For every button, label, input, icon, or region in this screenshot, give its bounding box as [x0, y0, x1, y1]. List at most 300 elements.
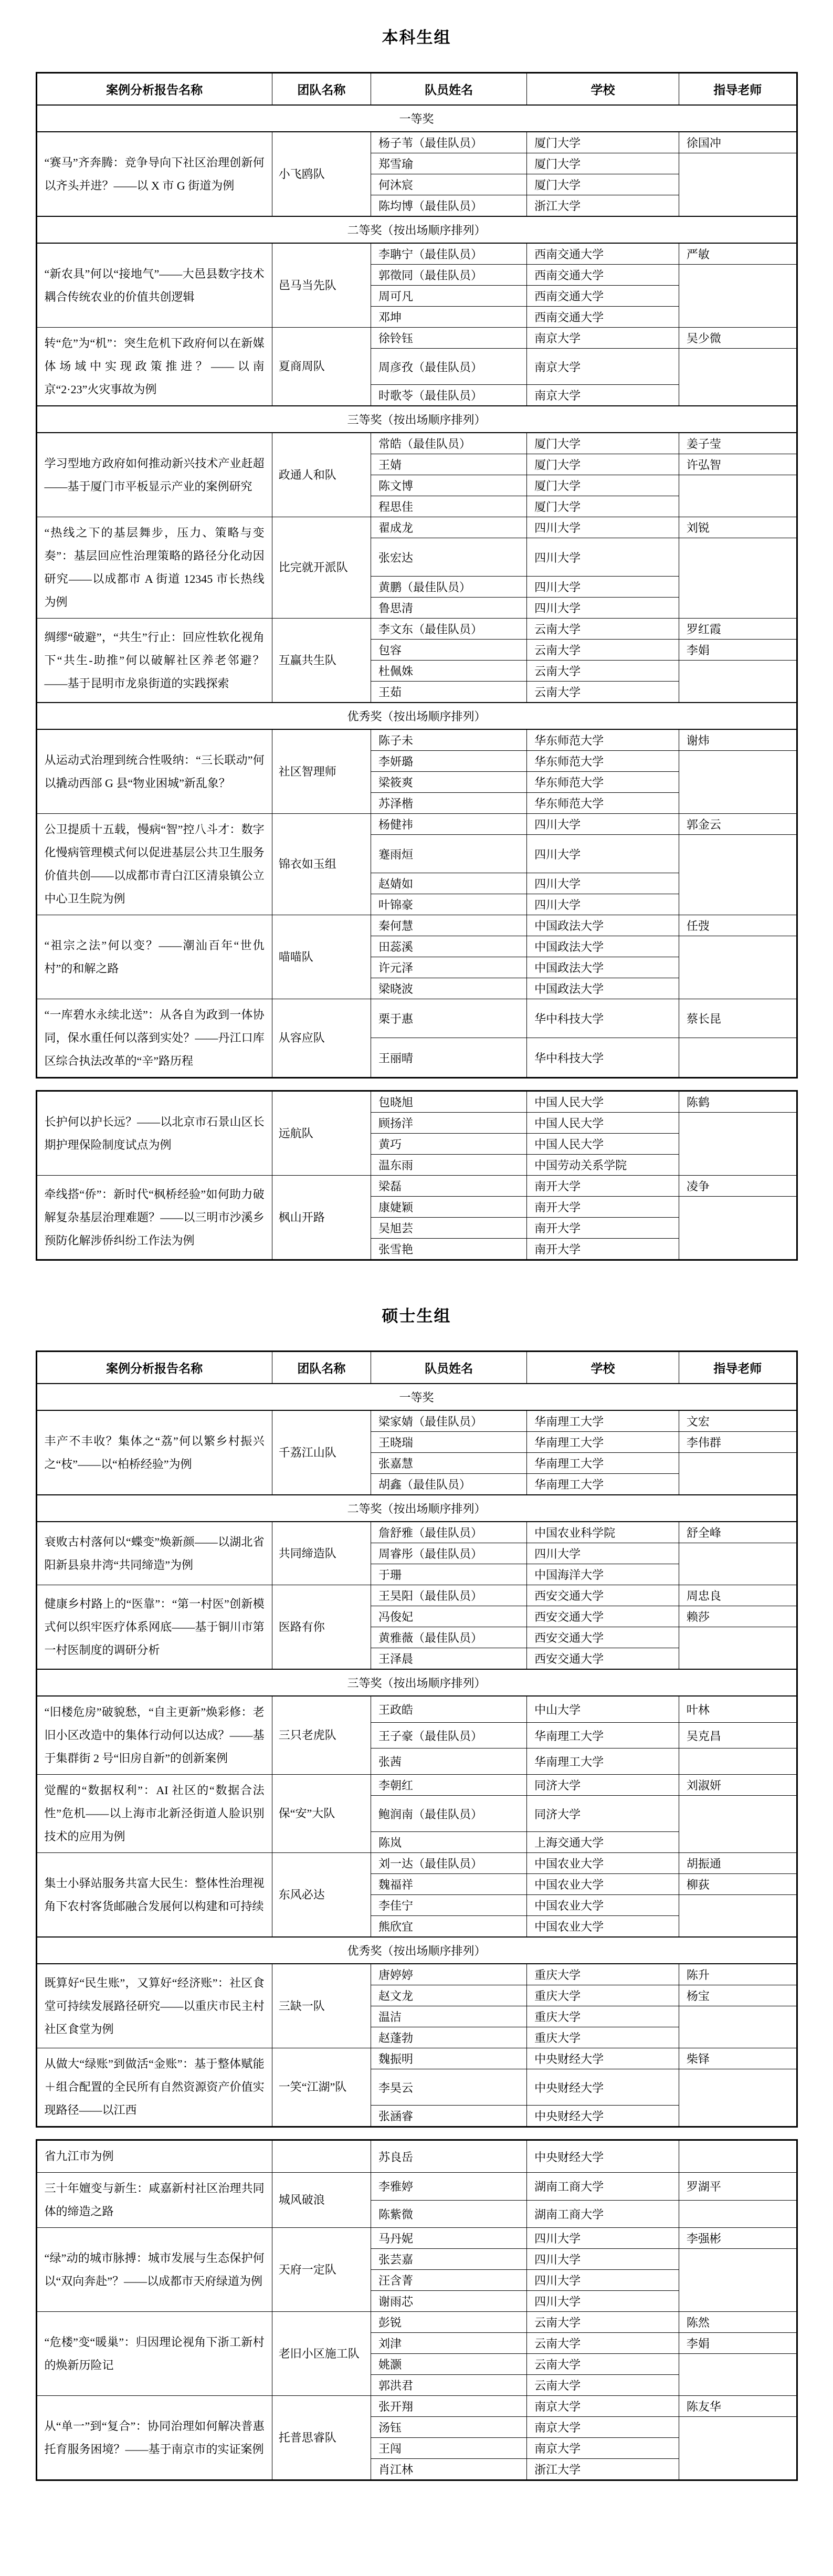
school-cell: 浙江大学	[527, 2459, 679, 2480]
member-name-cell: 刘津	[371, 2333, 527, 2354]
member-name-cell: 邓坤	[371, 307, 527, 328]
school-cell: 云南大学	[527, 2333, 679, 2354]
school-cell: 四川大学	[527, 598, 679, 619]
school-cell: 中央财经大学	[527, 2069, 679, 2106]
report-title-cell: “祖宗之法”何以变？——潮汕百年“世仇村”的和解之路	[36, 915, 272, 999]
column-header: 指导老师	[679, 73, 797, 106]
advisor-empty-cell	[679, 1796, 797, 1853]
school-cell: 西安交通大学	[527, 1606, 679, 1627]
member-name-cell: 于珊	[371, 1564, 527, 1585]
advisor-empty-cell	[679, 538, 797, 619]
member-name-cell: 黄巧	[371, 1134, 527, 1155]
school-cell: 中山大学	[527, 1696, 679, 1722]
school-cell: 云南大学	[527, 640, 679, 661]
team-name-cell: 社区智理师	[272, 729, 371, 814]
column-header: 团队名称	[272, 73, 371, 106]
section-banner: 一等奖	[36, 1384, 797, 1410]
advisor-empty-cell	[679, 475, 797, 517]
column-header: 团队名称	[272, 1352, 371, 1384]
team-member-row	[36, 1176, 797, 1197]
team-name-cell: 保“安”大队	[272, 1775, 371, 1853]
member-name-cell: 陈子未	[371, 729, 527, 751]
advisor-empty-cell	[679, 2006, 797, 2048]
member-name-cell: 王晓瑞	[371, 1432, 527, 1453]
team-member-row	[36, 1964, 797, 1985]
school-cell: 华南理工大学	[527, 1474, 679, 1495]
report-title-cell: “旧楼危房”破貌愁，“自主更新”焕彩修：老旧小区改造中的集体行动何以达成？——基于集群街 2 号“旧房自新”的创新案例	[36, 1696, 272, 1775]
team-member-row	[36, 2140, 797, 2173]
column-header: 学校	[527, 73, 679, 106]
column-header-row	[36, 73, 797, 106]
member-name-cell: 冯俊妃	[371, 1606, 527, 1627]
advisor-cell: 李娟	[679, 640, 797, 661]
member-name-cell: 张涵睿	[371, 2106, 527, 2127]
report-title-cell: “热线之下的基层舞步，压力、策略与变奏”：基层回应性治理策略的路径分化动因研究——以成都市 A 街道 12345 市长热线为例	[36, 517, 272, 619]
team-member-row	[36, 132, 797, 153]
report-title-cell: 衰败古村落何以“蝶变”焕新颜——以湖北省阳新县泉井湾“共同缔造”为例	[36, 1522, 272, 1585]
report-title-cell: 绸缪“破避”，“共生”行止：回应性软化视角下“共生-助推”何以破解社区养老邻避？——基于昆明市龙泉街道的实践探索	[36, 619, 272, 703]
school-cell: 华东师范大学	[527, 772, 679, 793]
school-cell: 云南大学	[527, 661, 679, 682]
member-name-cell: 李聃宁（最佳队员）	[371, 243, 527, 265]
report-title-cell: 丰产不丰收？集体之“荔”何以繁乡村振兴之“枝”——以“柏桥经验”为例	[36, 1410, 272, 1495]
group-masters	[0, 1303, 833, 2481]
member-name-cell: 肖江林	[371, 2459, 527, 2480]
group-undergraduate	[0, 24, 833, 1261]
team-name-cell: 天府一定队	[272, 2228, 371, 2312]
member-name-cell: 詹舒雅（最佳队员）	[371, 1522, 527, 1543]
school-cell: 中国农业大学	[527, 1895, 679, 1916]
school-cell: 四川大学	[527, 873, 679, 894]
section-banner-row	[36, 703, 797, 729]
member-name-cell: 刘一达（最佳队员）	[371, 1853, 527, 1874]
team-name-cell: 城风破浪	[272, 2173, 371, 2228]
advisor-cell: 谢炜	[679, 729, 797, 751]
school-cell: 中国人民大学	[527, 1134, 679, 1155]
group-title-undergraduate: 本科生组	[382, 28, 451, 47]
report-title-cell: 从运动式治理到统合性吸纳：“三长联动”何以撬动西部 G 县“物业困城”新乱象？	[36, 729, 272, 814]
team-name-cell: 远航队	[272, 1091, 371, 1176]
member-name-cell: 鲁思清	[371, 598, 527, 619]
team-name-cell: 三只老虎队	[272, 1696, 371, 1775]
school-cell: 厦门大学	[527, 454, 679, 475]
school-cell: 中国政法大学	[527, 978, 679, 999]
member-name-cell: 郭徵同（最佳队员）	[371, 265, 527, 286]
team-name-cell: 一笑“江湖”队	[272, 2048, 371, 2127]
member-name-cell: 张芸嘉	[371, 2249, 527, 2270]
member-name-cell: 张雪艳	[371, 1239, 527, 1260]
team-member-row	[36, 729, 797, 751]
report-title-cell: 集士小驿站服务共富大民生：整体性治理视角下农村客货邮融合发展何以构建和可持续	[36, 1853, 272, 1938]
report-title-cell: 觉醒的“数据权利”：AI 社区的“数据合法性”危机——以上海市北新泾街道人脸识别技术的应用为例	[36, 1775, 272, 1853]
member-name-cell: 吴旭芸	[371, 1218, 527, 1239]
team-name-cell: 锦衣如玉组	[272, 814, 371, 915]
member-name-cell: 王丽晴	[371, 1038, 527, 1078]
school-cell: 中国农业大学	[527, 1874, 679, 1895]
school-cell: 中央财经大学	[527, 2048, 679, 2069]
member-name-cell: 周可凡	[371, 286, 527, 307]
school-cell: 云南大学	[527, 2375, 679, 2396]
member-name-cell: 程思佳	[371, 496, 527, 517]
member-name-cell: 梁家婧（最佳队员）	[371, 1410, 527, 1432]
advisor-cell: 刘淑妍	[679, 1775, 797, 1796]
advisor-empty-cell	[679, 936, 797, 999]
school-cell: 西南交通大学	[527, 286, 679, 307]
report-title-cell: “新农具”何以“接地气”——大邑县数字技术耦合传统农业的价值共创逻辑	[36, 243, 272, 328]
section-banner-row	[36, 1669, 797, 1696]
member-name-cell: 赵婧如	[371, 873, 527, 894]
team-member-row	[36, 1522, 797, 1543]
school-cell: 中央财经大学	[527, 2140, 679, 2173]
section-banner-row	[36, 1495, 797, 1522]
member-name-cell: 李昊云	[371, 2069, 527, 2106]
school-cell: 中国农业科学院	[527, 1522, 679, 1543]
advisor-empty-cell	[679, 2069, 797, 2127]
advisor-empty-cell	[679, 1627, 797, 1670]
school-cell: 四川大学	[527, 2270, 679, 2291]
member-name-cell: 唐婷婷	[371, 1964, 527, 1985]
school-cell: 中国劳动关系学院	[527, 1155, 679, 1176]
school-cell: 湖南工商大学	[527, 2200, 679, 2228]
column-header: 案例分析报告名称	[36, 1352, 272, 1384]
school-cell: 中国人民大学	[527, 1113, 679, 1134]
member-name-cell: 时歌苓（最佳队员）	[371, 385, 527, 406]
team-member-row	[36, 1585, 797, 1606]
member-name-cell: 郑雪瑜	[371, 153, 527, 174]
school-cell: 厦门大学	[527, 132, 679, 153]
member-name-cell: 陈紫微	[371, 2200, 527, 2228]
advisor-cell: 陈友华	[679, 2396, 797, 2417]
member-name-cell: 包容	[371, 640, 527, 661]
advisor-empty-cell	[679, 349, 797, 406]
school-cell: 南开大学	[527, 1176, 679, 1197]
column-header: 队员姓名	[371, 1352, 527, 1384]
member-name-cell: 顾扬洋	[371, 1113, 527, 1134]
member-name-cell: 李朝红	[371, 1775, 527, 1796]
member-name-cell: 周彦孜（最佳队员）	[371, 349, 527, 385]
member-name-cell: 陈文博	[371, 475, 527, 496]
school-cell: 上海交通大学	[527, 1832, 679, 1853]
school-cell: 华南理工大学	[527, 1722, 679, 1748]
section-banner: 优秀奖（按出场顺序排列）	[36, 1937, 797, 1964]
member-name-cell: 许元泽	[371, 957, 527, 978]
member-name-cell: 王茹	[371, 682, 527, 703]
member-name-cell: 徐铃钰	[371, 328, 527, 349]
advisor-empty-cell	[679, 661, 797, 703]
award-table	[36, 1350, 798, 2128]
school-cell: 厦门大学	[527, 475, 679, 496]
school-cell: 华南理工大学	[527, 1432, 679, 1453]
school-cell: 云南大学	[527, 2312, 679, 2333]
advisor-empty-cell	[679, 2354, 797, 2396]
team-member-row	[36, 1853, 797, 1874]
school-cell: 南京大学	[527, 2417, 679, 2438]
section-banner: 优秀奖（按出场顺序排列）	[36, 703, 797, 729]
school-cell: 华东师范大学	[527, 729, 679, 751]
school-cell: 华南理工大学	[527, 1453, 679, 1474]
advisor-empty-cell	[679, 1197, 797, 1260]
section-banner-row	[36, 406, 797, 433]
member-name-cell: 杨健祎	[371, 814, 527, 835]
advisor-cell: 吴少微	[679, 328, 797, 349]
advisor-cell: 徐国冲	[679, 132, 797, 153]
member-name-cell: 秦何慧	[371, 915, 527, 936]
advisor-cell: 郭金云	[679, 814, 797, 835]
team-member-row	[36, 243, 797, 265]
member-name-cell: 彭锐	[371, 2312, 527, 2333]
column-header: 指导老师	[679, 1352, 797, 1384]
section-banner: 二等奖（按出场顺序排列）	[36, 1495, 797, 1522]
report-title-cell: 牵线搭“侨”：新时代“枫桥经验”如何助力破解复杂基层治理难题？——以三明市沙溪乡预防化解涉侨纠纷工作法为例	[36, 1176, 272, 1260]
member-name-cell: 黄雅薇（最佳队员）	[371, 1627, 527, 1648]
member-name-cell: 李妍璐	[371, 751, 527, 772]
school-cell: 四川大学	[527, 814, 679, 835]
award-table	[36, 2139, 798, 2481]
team-name-cell: 托普思睿队	[272, 2396, 371, 2480]
undergraduate-award-tables	[36, 72, 798, 1261]
member-name-cell: 温东雨	[371, 1155, 527, 1176]
member-name-cell: 郭洪君	[371, 2375, 527, 2396]
advisor-cell: 陈鹤	[679, 1091, 797, 1113]
school-cell: 南开大学	[527, 1239, 679, 1260]
member-name-cell: 姚灏	[371, 2354, 527, 2375]
school-cell: 同济大学	[527, 1775, 679, 1796]
report-title-cell: 省九江市为例	[36, 2140, 272, 2173]
report-title-cell: 既算好“民生账”，又算好“经济账”：社区食堂可持续发展路径研究——以重庆市民主村社区食堂为例	[36, 1964, 272, 2048]
report-title-cell: 长护何以护长远？——以北京市石景山区长期护理保险制度试点为例	[36, 1091, 272, 1176]
report-title-cell: 三十年嬗变与新生：咸嘉新村社区治理共同体的缔造之路	[36, 2173, 272, 2228]
school-cell: 西南交通大学	[527, 265, 679, 286]
award-table	[36, 1090, 798, 1261]
advisor-empty-cell	[679, 835, 797, 915]
school-cell: 南京大学	[527, 2438, 679, 2459]
member-name-cell: 魏福祥	[371, 1874, 527, 1895]
school-cell: 重庆大学	[527, 1985, 679, 2006]
advisor-cell: 严敏	[679, 243, 797, 265]
school-cell: 华南理工大学	[527, 1410, 679, 1432]
advisor-cell: 舒全峰	[679, 1522, 797, 1543]
advisor-cell: 赖莎	[679, 1606, 797, 1627]
advisor-cell: 叶林	[679, 1696, 797, 1722]
team-name-cell: 小飞鸥队	[272, 132, 371, 216]
member-name-cell: 梁筱爽	[371, 772, 527, 793]
team-name-cell	[272, 2140, 371, 2173]
member-name-cell: 汤钰	[371, 2417, 527, 2438]
advisor-empty-cell	[679, 2200, 797, 2228]
member-name-cell: 康婕颖	[371, 1197, 527, 1218]
school-cell: 重庆大学	[527, 1964, 679, 1985]
member-name-cell: 翟成龙	[371, 517, 527, 538]
advisor-cell: 周忠良	[679, 1585, 797, 1606]
member-name-cell: 田蕊溪	[371, 936, 527, 957]
school-cell: 西安交通大学	[527, 1648, 679, 1670]
school-cell: 西南交通大学	[527, 307, 679, 328]
advisor-cell: 任弢	[679, 915, 797, 936]
school-cell: 四川大学	[527, 2291, 679, 2312]
team-name-cell: 东风必达	[272, 1853, 371, 1938]
report-title-cell: 从做大“绿账”到做活“金账”：基于整体赋能＋组合配置的全民所有自然资源资产价值实现路径——以江西	[36, 2048, 272, 2127]
advisor-cell: 许弘智	[679, 454, 797, 475]
group-title-masters: 硕士生组	[382, 1307, 451, 1325]
team-member-row	[36, 1410, 797, 1432]
school-cell: 西南交通大学	[527, 243, 679, 265]
member-name-cell: 王昊阳（最佳队员）	[371, 1585, 527, 1606]
school-cell: 南开大学	[527, 1197, 679, 1218]
school-cell: 南开大学	[527, 1218, 679, 1239]
school-cell: 华中科技大学	[527, 1038, 679, 1078]
member-name-cell: 赵蓬勃	[371, 2027, 527, 2048]
team-member-row	[36, 619, 797, 640]
member-name-cell: 胡鑫（最佳队员）	[371, 1474, 527, 1495]
school-cell: 中国人民大学	[527, 1091, 679, 1113]
column-header: 案例分析报告名称	[36, 73, 272, 106]
school-cell: 华南理工大学	[527, 1748, 679, 1775]
team-name-cell: 千荔江山队	[272, 1410, 371, 1495]
member-name-cell: 温洁	[371, 2006, 527, 2027]
report-title-cell: 从“单一”到“复合”：协同治理如何解决普惠托育服务困境？——基于南京市的实证案例	[36, 2396, 272, 2480]
school-cell: 四川大学	[527, 577, 679, 598]
advisor-empty-cell	[679, 2249, 797, 2312]
member-name-cell: 何沐宸	[371, 174, 527, 195]
school-cell: 重庆大学	[527, 2027, 679, 2048]
school-cell: 湖南工商大学	[527, 2173, 679, 2201]
school-cell: 云南大学	[527, 682, 679, 703]
team-member-row	[36, 433, 797, 454]
school-cell: 浙江大学	[527, 195, 679, 217]
school-cell: 四川大学	[527, 2249, 679, 2270]
school-cell: 同济大学	[527, 1796, 679, 1832]
team-member-row	[36, 2048, 797, 2069]
team-name-cell: 老旧小区施工队	[272, 2312, 371, 2396]
team-name-cell: 从容应队	[272, 999, 371, 1078]
advisor-empty-cell	[679, 265, 797, 328]
advisor-cell: 罗红霞	[679, 619, 797, 640]
school-cell: 中国农业大学	[527, 1853, 679, 1874]
team-member-row	[36, 517, 797, 538]
advisor-cell: 姜子莹	[679, 433, 797, 454]
member-name-cell: 黄鹏（最佳队员）	[371, 577, 527, 598]
team-member-row	[36, 1091, 797, 1113]
school-cell: 中国政法大学	[527, 957, 679, 978]
school-cell: 厦门大学	[527, 496, 679, 517]
member-name-cell: 杜佩姝	[371, 661, 527, 682]
advisor-empty-cell	[679, 1543, 797, 1585]
member-name-cell: 张开翔	[371, 2396, 527, 2417]
school-cell: 南京大学	[527, 349, 679, 385]
advisor-empty-cell	[679, 1113, 797, 1176]
report-title-cell: 健康乡村路上的“医靠”：“第一村医”创新模式何以织牢医疗体系网底——基于铜川市第一村医制度的调研分析	[36, 1585, 272, 1670]
school-cell: 厦门大学	[527, 153, 679, 174]
school-cell: 四川大学	[527, 835, 679, 873]
school-cell: 四川大学	[527, 1543, 679, 1564]
member-name-cell: 张茜	[371, 1748, 527, 1775]
section-banner-row	[36, 216, 797, 243]
school-cell: 中国政法大学	[527, 915, 679, 936]
advisor-cell: 胡振通	[679, 1853, 797, 1874]
advisor-empty-cell	[679, 1038, 797, 1078]
section-banner: 二等奖（按出场顺序排列）	[36, 216, 797, 243]
report-title-cell: 公卫提质十五载，慢病“智”控八斗才：数字化慢病管理模式何以促进基层公共卫生服务价值共创——以成都市青白江区清泉镇公立中心卫生院为例	[36, 814, 272, 915]
school-cell: 云南大学	[527, 619, 679, 640]
member-name-cell: 梁磊	[371, 1176, 527, 1197]
column-header: 学校	[527, 1352, 679, 1384]
member-name-cell: 陈均博（最佳队员）	[371, 195, 527, 217]
advisor-cell: 柴铎	[679, 2048, 797, 2069]
advisor-empty-cell	[679, 751, 797, 814]
team-name-cell: 共同缔造队	[272, 1522, 371, 1585]
member-name-cell: 马丹妮	[371, 2228, 527, 2249]
member-name-cell: 谢雨芯	[371, 2291, 527, 2312]
member-name-cell: 王婧	[371, 454, 527, 475]
advisor-cell: 陈升	[679, 1964, 797, 1985]
advisor-empty-cell	[679, 2417, 797, 2480]
advisor-cell: 李娟	[679, 2333, 797, 2354]
school-cell: 中国农业大学	[527, 1916, 679, 1938]
column-header: 队员姓名	[371, 73, 527, 106]
column-header-row	[36, 1352, 797, 1384]
school-cell: 华中科技大学	[527, 999, 679, 1038]
team-member-row	[36, 915, 797, 936]
report-title-cell: 学习型地方政府如何推动新兴技术产业赶超——基于厦门市平板显示产业的案例研究	[36, 433, 272, 517]
advisor-empty-cell	[679, 153, 797, 217]
member-name-cell: 李文东（最佳队员）	[371, 619, 527, 640]
member-name-cell: 鲍润南（最佳队员）	[371, 1796, 527, 1832]
school-cell: 重庆大学	[527, 2006, 679, 2027]
team-member-row	[36, 328, 797, 349]
team-member-row	[36, 814, 797, 835]
member-name-cell: 陈岚	[371, 1832, 527, 1853]
team-name-cell: 枫山开路	[272, 1176, 371, 1260]
advisor-cell: 柳荻	[679, 1874, 797, 1895]
member-name-cell: 王泽晨	[371, 1648, 527, 1670]
team-name-cell: 医路有你	[272, 1585, 371, 1670]
school-cell: 华东师范大学	[527, 751, 679, 772]
advisor-empty-cell	[679, 1895, 797, 1938]
advisor-cell: 刘锐	[679, 517, 797, 538]
section-banner-row	[36, 105, 797, 132]
member-name-cell: 蹇雨烜	[371, 835, 527, 873]
advisor-cell: 李伟群	[679, 1432, 797, 1453]
masters-award-tables	[36, 1350, 798, 2481]
school-cell: 南京大学	[527, 2396, 679, 2417]
member-name-cell: 周睿彤（最佳队员）	[371, 1543, 527, 1564]
team-member-row	[36, 2396, 797, 2417]
section-banner: 一等奖	[36, 105, 797, 132]
advisor-empty-cell	[679, 1748, 797, 1775]
team-name-cell: 比完就开派队	[272, 517, 371, 619]
team-member-row	[36, 2173, 797, 2201]
school-cell: 四川大学	[527, 2228, 679, 2249]
report-title-cell: “一库碧水永续北送”：从各自为政到一体协同，保水重任何以落到实处？——丹江口库区综合执法改革的“辛”路历程	[36, 999, 272, 1078]
member-name-cell: 王政皓	[371, 1696, 527, 1722]
member-name-cell: 王子豪（最佳队员）	[371, 1722, 527, 1748]
school-cell: 云南大学	[527, 2354, 679, 2375]
team-member-row	[36, 1696, 797, 1722]
member-name-cell: 熊欣宜	[371, 1916, 527, 1938]
team-member-row	[36, 2312, 797, 2333]
report-title-cell: “绿”动的城市脉搏：城市发展与生态保护何以“双向奔赴”？——以成都市天府绿道为例	[36, 2228, 272, 2312]
team-name-cell: 政通人和队	[272, 433, 371, 517]
section-banner: 三等奖（按出场顺序排列）	[36, 1669, 797, 1696]
advisor-cell: 罗湖平	[679, 2173, 797, 2201]
member-name-cell: 叶锦豪	[371, 894, 527, 915]
member-name-cell: 苏良岳	[371, 2140, 527, 2173]
member-name-cell: 魏振明	[371, 2048, 527, 2069]
school-cell: 厦门大学	[527, 174, 679, 195]
school-cell: 西安交通大学	[527, 1627, 679, 1648]
member-name-cell: 王闯	[371, 2438, 527, 2459]
school-cell: 中国政法大学	[527, 936, 679, 957]
